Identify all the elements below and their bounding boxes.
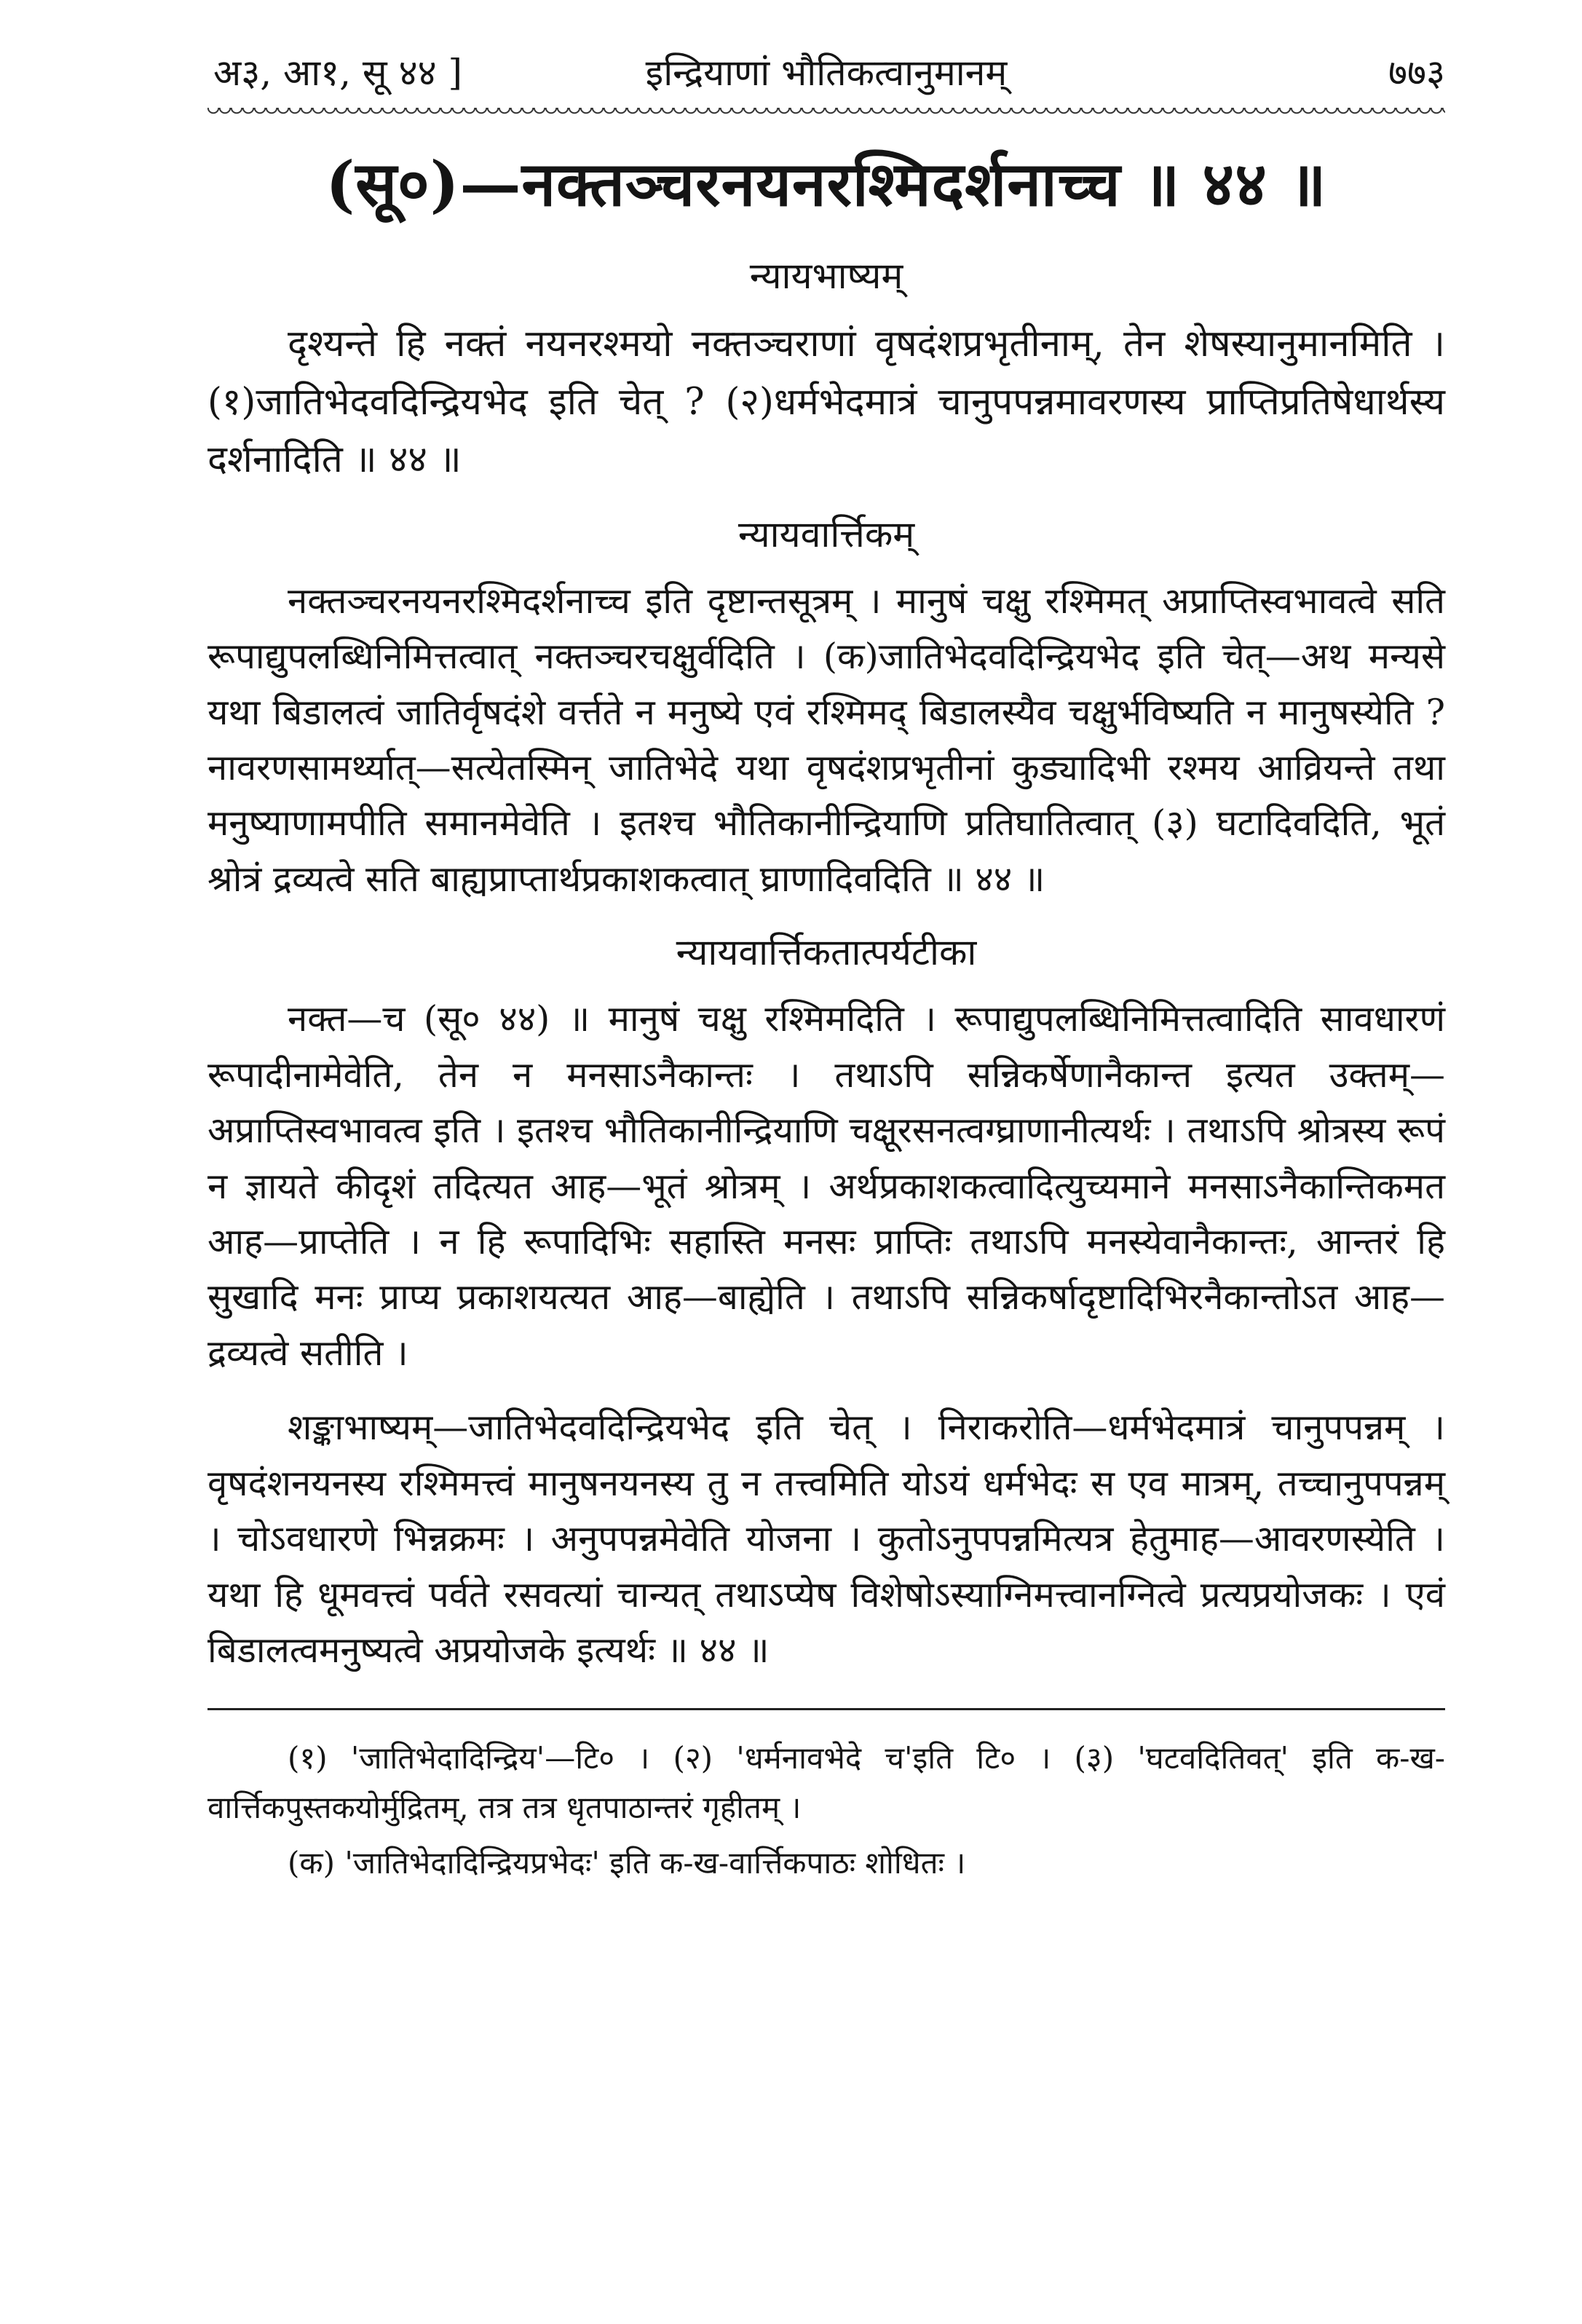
tika-paragraph-1: नक्त—च (सू० ४४) ॥ मानुषं चक्षु रश्मिमदिति । रूपाद्युपलब्धिनिमित्तत्वादिति सावधारणं रूपादीनामेवेति, तेन न मनसाऽनैकान्तः । तथाऽपि सन्निकर्षेणानैकान्त इत्यत उक्तम्—अप्राप्तिस्वभावत्व इति । इतश्च भौतिकानीन्द्रियाणि चक्षूरसनत्वग्घ्राणानीत्यर्थः । तथाऽपि श्रोत्रस्य रूपं न ज्ञायते कीदृशं तदित्यत आह—भूतं श्रोत्रम् । अर्थप्रकाशकत्वादित्युच्यमाने मनसाऽनैकान्तिकमत आह—प्राप्तेति । न हि रूपादिभिः सहास्ति मनसः प्राप्तिः तथाऽपि मनस्येवानैकान्तः, आन्तरं हि सुखादि मनः प्राप्य प्रकाशयत्यत आह—बाह्येति । तथाऽपि सन्निकर्षादृष्टादिभिरनैकान्तोऽत आह—द्रव्यत्वे सतीति । — [207, 998, 1445, 1374]
varttika-paragraph: नक्तञ्चरनयनरश्मिदर्शनाच्च इति दृष्टान्तसूत्रम् । मानुषं चक्षु रश्मिमत् अप्राप्तिस्वभावत्वे सति रूपाद्युपलब्धिनिमित्तत्वात् नक्तञ्चरचक्षुर्वदिति । (क)जातिभेदवदिन्द्रियभेद इति चेत्—अथ मन्यसे यथा बिडालत्वं जातिर्वृषदंशे वर्त्तते न मनुष्ये एवं रश्मिमद् बिडालस्यैव चक्षुर्भविष्यति न मानुषस्येति ? नावरणसामर्थ्यात्—सत्येतस्मिन् जातिभेदे यथा वृषदंशप्रभृतीनां कुड्यादिभी रश्मय आव्रियन्ते तथा मनुष्याणामपीति समानमेवेति । इतश्च भौतिकानीन्द्रियाणि प्रतिघातित्वात् (३) घटादिवदिति, भूतं श्रोत्रं द्रव्यत्वे सति बाह्यप्राप्तार्थप्रकाशकत्वात् घ्राणादिवदिति ॥ ४४ ॥ — [207, 580, 1445, 900]
section-heading-tika: न्यायवार्त्तिकतात्पर्यटीका — [676, 931, 977, 974]
wavy-rule — [207, 108, 1445, 118]
tika-paragraph-2: शङ्काभाष्यम्—जातिभेदवदिन्द्रियभेद इति चेत् । निराकरोति—धर्मभेदमात्रं चानुपपन्नम् । वृषदंशनयनस्य रश्मिमत्त्वं मानुषनयनस्य तु न तत्त्वमिति योऽयं धर्मभेदः स एव मात्रम्, तच्चानुपपन्नम् । चोऽवधारणे भिन्नक्रमः । अनुपपन्नमेवेति योजना । कुतोऽनुपपन्नमित्यत्र हेतुमाह—आवरणस्येति । यथा हि धूमवत्त्वं पर्वते रसवत्यां चान्यत् तथाऽप्येष विशेषोऽस्याग्निमत्त्वानग्नित्वे प्रत्यप्रयोजकः । एवं बिडालत्वमनुष्यत्वे अप्रयोजके इत्यर्थः ॥ ४४ ॥ — [207, 1407, 1445, 1672]
bhashya-paragraph: दृश्यन्ते हि नक्तं नयनरश्मयो नक्तञ्चराणां वृषदंशप्रभृतीनाम्, तेन शेषस्यानुमानमिति । (१)जातिभेदवदिन्द्रियभेद इति चेत् ? (२)धर्मभेदमात्रं चानुपपन्नमावरणस्य प्राप्तिप्रतिषेधार्थस्य दर्शनादिति ॥ ४४ ॥ — [207, 323, 1445, 482]
page-number: ७७३ — [1388, 52, 1445, 94]
page — [207, 38, 1445, 1894]
sutra-line: (सू०)—नक्तञ्चरनयनरश्मिदर्शनाच्च ॥ ४४ ॥ — [325, 148, 1327, 220]
footnote-rule — [207, 1708, 1445, 1710]
section-heading-varttika: न्यायवार्त्तिकम् — [737, 513, 915, 556]
paragraph-gap — [207, 1381, 1445, 1400]
footnote-1: (१) 'जातिभेदादिन्द्रिय'—टि० । (२) 'धर्मनावभेदे च'इति टि० । (३) 'घटवदितिवत्' इति क-ख-वार्त्तिकपुस्तकयोर्मुद्रितम्, तत्र तत्र धृतपाठान्तरं गृहीतम् । — [207, 1739, 1445, 1825]
section-heading-bhashya: न्यायभाष्यम् — [749, 255, 903, 297]
footnote-2: (क) 'जातिभेदादिन्द्रियप्रभेदः' इति क-ख-वार्त्तिकपाठः शोधितः । — [288, 1844, 966, 1881]
running-head — [207, 38, 1445, 103]
running-head-left: अ३, आ१, सू ४४ ] — [213, 52, 462, 94]
running-head-title: इन्द्रियाणां भौतिकत्वानुमानम् — [645, 52, 1008, 94]
